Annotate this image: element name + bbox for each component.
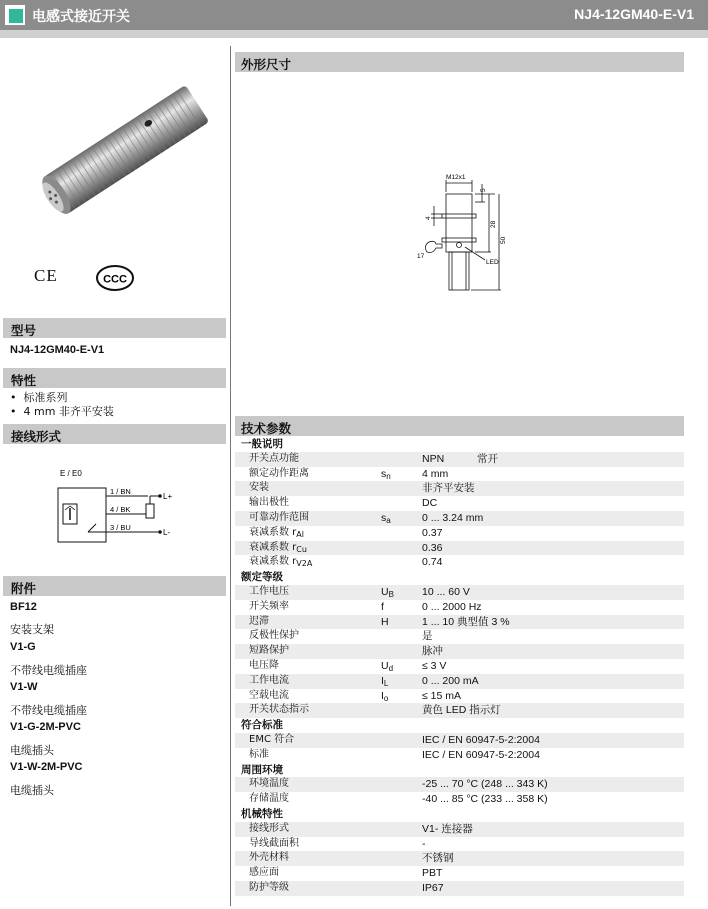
spec-label: 安装: [249, 482, 269, 494]
spec-row: [235, 689, 684, 704]
spec-label: 工作电压: [249, 585, 289, 597]
accessory-desc: 电缆插头: [10, 744, 54, 757]
spec-value: 不锈钢: [422, 852, 454, 865]
ccc-mark-icon: [95, 264, 135, 292]
spec-label: 开关频率: [249, 600, 289, 612]
spec-row: [235, 837, 684, 852]
spec-value-secondary: 常开: [477, 452, 498, 465]
pin-1-label: 1 / BN: [110, 487, 131, 496]
section-dimensions: 外形尺寸: [235, 52, 684, 72]
spec-value: ≤ 15 mA: [422, 689, 462, 702]
spec-value: V1- 连接器: [422, 822, 473, 835]
spec-row: [235, 881, 684, 896]
spec-label: 工作电流: [249, 674, 289, 686]
spec-label: 接线形式: [249, 822, 289, 834]
spec-value: 0 ... 200 mA: [422, 674, 479, 687]
spec-row: [235, 866, 684, 881]
spec-group-header: 周围环境: [241, 763, 283, 776]
dim-50: 50: [500, 236, 507, 244]
spec-row: [235, 555, 684, 570]
spec-label: 电压降: [249, 659, 279, 671]
spec-row: [235, 496, 684, 511]
feature-item: • 4 mm 非齐平安装: [10, 405, 114, 418]
spec-label: 可靠动作范围: [249, 511, 309, 523]
accessory-code: V1-W-2M-PVC: [10, 761, 83, 773]
spec-row: [235, 703, 684, 718]
spec-group-header: 额定等级: [241, 571, 283, 584]
page-title: 电感式接近开关: [32, 9, 130, 25]
spec-label: 额定动作距离: [249, 467, 309, 479]
accessory-desc: 安装支架: [10, 623, 54, 636]
spec-value: 脉冲: [422, 645, 443, 658]
spec-value: -: [422, 837, 426, 850]
spec-value: 0.37: [422, 526, 443, 539]
spec-value: 黄色 LED 指示灯: [422, 704, 501, 717]
spec-value: 非齐平安装: [422, 482, 475, 495]
spec-value: 10 ... 60 V: [422, 585, 470, 598]
spec-value: 4 mm: [422, 467, 449, 480]
dimension-drawing: [415, 172, 525, 297]
spec-label: 迟滞: [249, 615, 269, 627]
spec-group-header: 符合标准: [241, 719, 283, 732]
spec-value: 0.74: [422, 556, 443, 569]
spec-symbol: $U_B$: [381, 585, 394, 599]
spec-label: 标准: [249, 748, 269, 760]
accessory-desc: 不带线电缆插座: [10, 704, 87, 717]
ce-mark-icon: CE: [34, 266, 58, 285]
spec-row: [235, 541, 684, 556]
spec-group-header: 机械特性: [241, 807, 283, 820]
spec-value: -25 ... 70 °C (248 ... 343 K): [422, 778, 548, 791]
wiring-caption: E / E0: [60, 469, 82, 478]
spec-value: PBT: [422, 867, 443, 880]
wiring-diagram: [48, 466, 188, 550]
brand-logo-icon: [5, 5, 25, 25]
accessory-code: V1-W: [10, 681, 38, 693]
spec-value: 1 ... 10 典型值 3 %: [422, 615, 510, 628]
spec-label: 输出极性: [249, 497, 289, 509]
spec-symbol: $I_o$: [381, 689, 389, 703]
spec-group-header: 一般说明: [241, 438, 283, 450]
dim-thread: M12x1: [446, 174, 466, 181]
spec-row: [235, 600, 684, 615]
spec-row: [235, 792, 684, 807]
spec-value: 0 ... 3.24 mm: [422, 511, 484, 524]
spec-row: [235, 659, 684, 674]
spec-symbol: H: [381, 615, 389, 628]
section-accessories: 附件: [3, 576, 226, 596]
accessory-code: V1-G-2M-PVC: [10, 721, 81, 733]
spec-label: 开关状态指示: [249, 704, 309, 716]
spec-label: 导线截面积: [249, 837, 299, 849]
spec-label: 空载电流: [249, 689, 289, 701]
header-underbar: [0, 30, 708, 38]
page-header: [0, 0, 708, 30]
spec-value: ≤ 3 V: [422, 659, 447, 672]
l-plus-label: L+: [163, 492, 173, 501]
type-value: NJ4-12GM40-E-V1: [10, 344, 105, 356]
l-minus-label: L-: [163, 528, 171, 537]
spec-row: [235, 822, 684, 837]
spec-value: IEC / EN 60947-5-2:2004: [422, 748, 540, 761]
spec-row: [235, 511, 684, 526]
spec-label: 衰减系数 $r_{Al}$: [249, 526, 304, 539]
spec-label: 短路保护: [249, 645, 289, 657]
dim-17: 17: [417, 253, 425, 260]
model-number: NJ4-12GM40-E-V1: [574, 6, 694, 22]
dim-28: 28: [490, 220, 497, 228]
section-specs: 技术参数: [235, 416, 684, 436]
accessory-code: V1-G: [10, 641, 36, 653]
spec-row: [235, 674, 684, 689]
spec-row: [235, 585, 684, 600]
ccc-mark-text: CCC: [103, 273, 127, 286]
spec-label: 反极性保护: [249, 630, 299, 642]
left-column: [0, 38, 228, 909]
spec-value: 是: [422, 630, 433, 643]
spec-symbol: $I_L$: [381, 674, 389, 688]
spec-row: [235, 467, 684, 482]
spec-label: 外壳材料: [249, 852, 289, 864]
spec-row: [235, 644, 684, 659]
feature-item: • 标准系列: [10, 391, 68, 404]
section-features: 特性: [3, 368, 226, 388]
column-divider: [230, 46, 231, 906]
spec-value: IP67: [422, 881, 444, 894]
spec-value: 0.36: [422, 541, 443, 554]
dim-led: LED: [486, 259, 499, 266]
spec-label: 防护等级: [249, 881, 289, 893]
section-type: 型号: [3, 318, 226, 338]
spec-label: 存储温度: [249, 793, 289, 805]
spec-value: IEC / EN 60947-5-2:2004: [422, 733, 540, 746]
spec-symbol: $U_d$: [381, 659, 394, 673]
spec-value: -40 ... 85 °C (233 ... 358 K): [422, 793, 548, 806]
sensor-photo: [30, 58, 220, 238]
spec-row: [235, 452, 684, 467]
spec-value: 0 ... 2000 Hz: [422, 600, 482, 613]
spec-symbol: $s_n$: [381, 467, 391, 481]
spec-row: [235, 851, 684, 866]
spec-table: [235, 437, 684, 896]
section-wiring: 接线形式: [3, 424, 226, 444]
pin-4-label: 4 / BK: [110, 505, 131, 514]
spec-label: 衰减系数 $r_{Cu}$: [249, 541, 307, 554]
spec-symbol: f: [381, 600, 384, 613]
spec-row: [235, 615, 684, 630]
spec-value: DC: [422, 497, 438, 510]
spec-row: [235, 777, 684, 792]
spec-row: [235, 733, 684, 748]
accessory-code: BF12: [10, 601, 37, 613]
spec-row: [235, 481, 684, 496]
dim-5: 5: [480, 188, 487, 192]
spec-value: NPN: [422, 452, 445, 465]
pin-3-label: 3 / BU: [110, 523, 131, 532]
accessory-desc: 电缆插头: [10, 784, 54, 797]
dim-4: 4: [425, 216, 432, 220]
spec-row: [235, 748, 684, 763]
spec-label: 环境温度: [249, 778, 289, 790]
spec-label: EMC 符合: [249, 733, 295, 745]
spec-symbol: $s_a$: [381, 511, 391, 525]
spec-row: [235, 526, 684, 541]
spec-row: [235, 629, 684, 644]
accessory-desc: 不带线电缆插座: [10, 664, 87, 677]
spec-label: 衰减系数 $r_{V2A}$: [249, 556, 313, 569]
spec-label: 感应面: [249, 867, 279, 879]
spec-label: 开关点功能: [249, 452, 299, 464]
